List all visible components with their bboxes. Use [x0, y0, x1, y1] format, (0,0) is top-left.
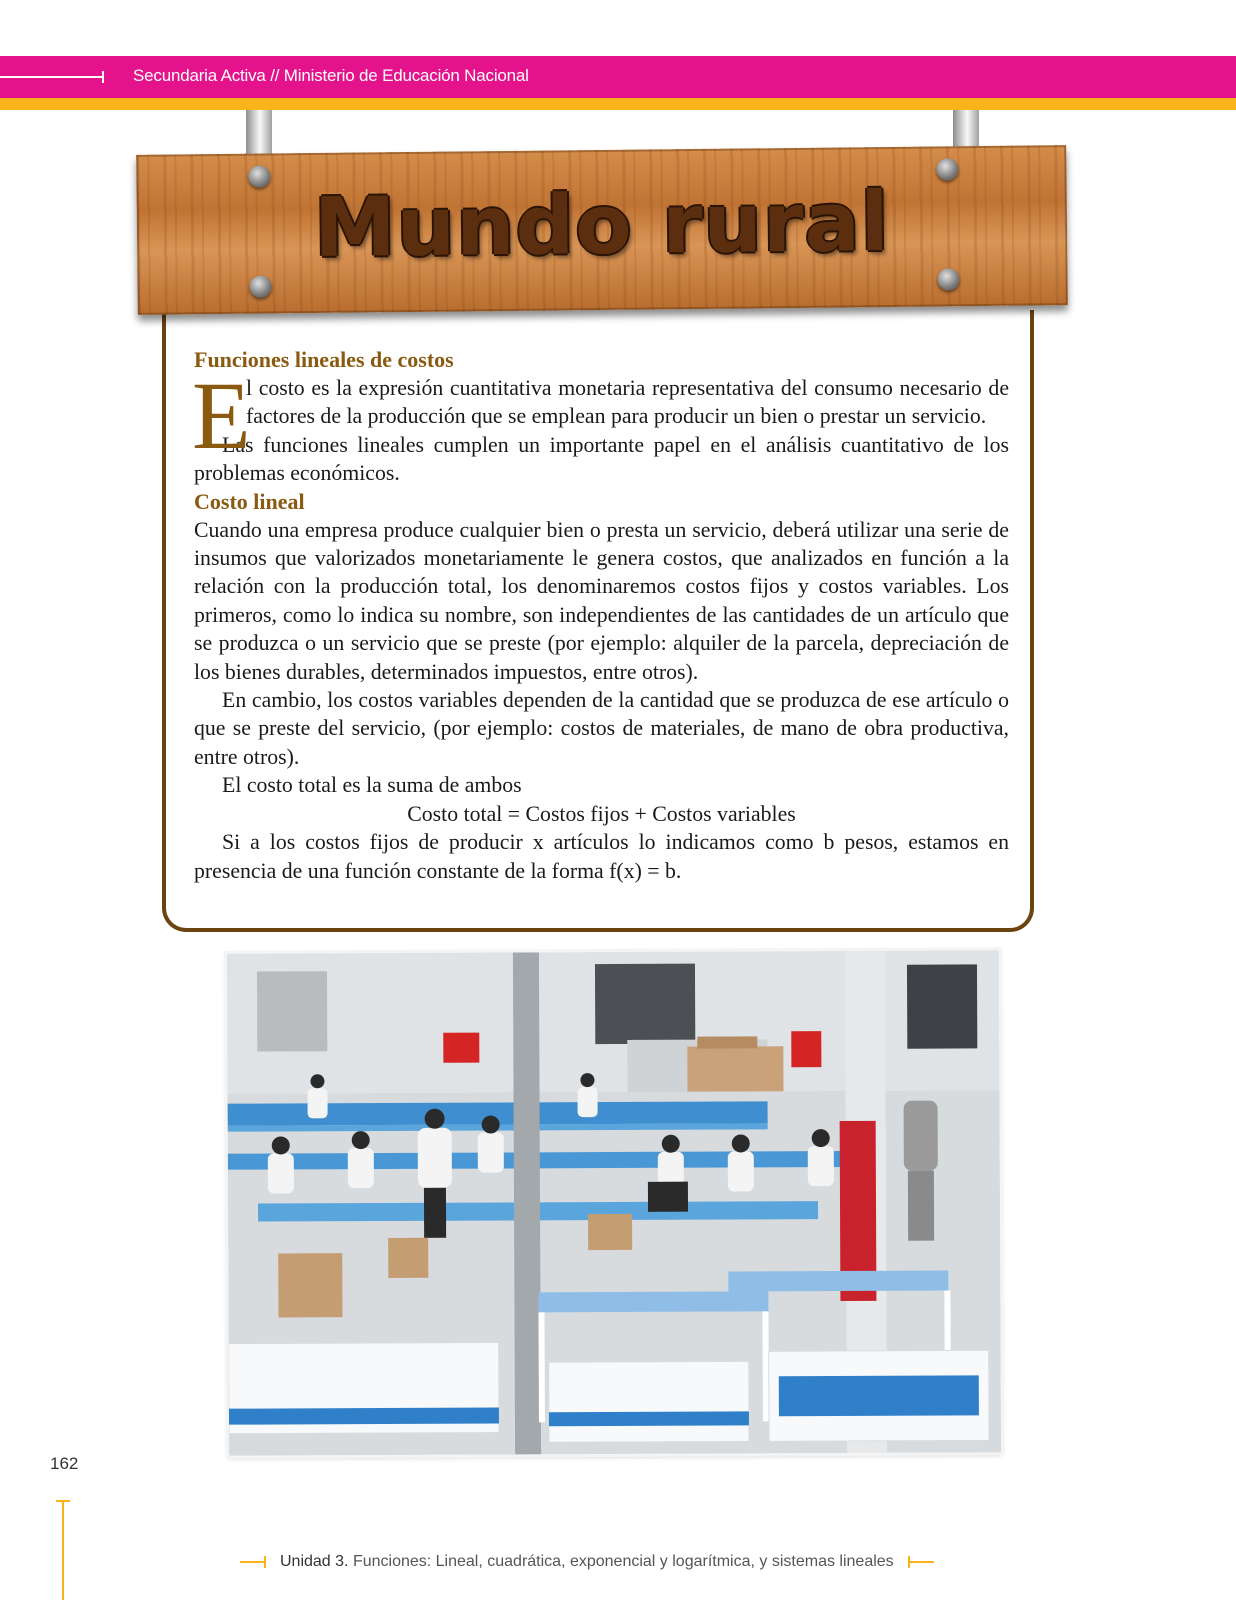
section-heading-costos: Funciones lineales de costos: [194, 347, 454, 372]
footer-rule-right: [908, 1561, 934, 1563]
footer-left-rule: [62, 1502, 64, 1600]
header-rule-tick: [102, 71, 104, 83]
footer-rule-left: [240, 1561, 266, 1563]
intro-text: l costo es la expresión cuantitativa monetaria representativa del consumo necesario de factores de la producción que se emplean para producir un bien o prestar un servicio.: [246, 376, 1009, 429]
page-number: 162: [50, 1454, 79, 1473]
sign-post-left: [246, 110, 272, 158]
header-title: Secundaria Activa // Ministerio de Educación Nacional: [133, 66, 529, 85]
header-rule: [0, 76, 102, 78]
factory-photo: [227, 950, 1001, 1455]
formula-costo-total: Costo total = Costos fijos + Costos variables: [407, 801, 796, 826]
paragraph-costo-lineal: Cuando una empresa produce cualquier bien o presta un servicio, deberá utilizar una serie de insumos que valorizados monetariamente le genera costos, que analizados en función a la relación con la producción total, los denominaremos costos fijos y costos variables. Los primeros, como lo indica su nombre, son independientes de las cantidades de un artículo que se produzca o un servicio que se preste (por ejemplo: alquiler de la parcela, depreciación de los bienes durables, determinados impuestos, entre otros).: [194, 517, 1009, 684]
header-bar: [0, 56, 1236, 98]
bolt-icon: [937, 268, 959, 290]
header-accent-stripe: [0, 98, 1236, 110]
bolt-icon: [249, 275, 271, 297]
content-panel: [162, 310, 1034, 932]
paragraph-costos-variables: En cambio, los costos variables dependen de la cantidad que se produzca de ese artículo o que se preste del servicio, (por ejemplo: costos de materiales, de mano de obra productiva, entre otros).: [194, 688, 1009, 769]
paragraph-funciones: Las funciones lineales cumplen un importante papel en el análisis cuantitativo de los problemas económicos.: [194, 432, 1009, 486]
paragraph-funcion-constante: Si a los costos fijos de producir x artículos lo indicamos como b pesos, estamos en presencia de una función constante de la forma f(x) = b.: [194, 830, 1009, 883]
content-text: [194, 346, 1009, 885]
paragraph-costo-total: El costo total es la suma de ambos: [222, 773, 522, 798]
footer-unit-caption: [240, 1553, 934, 1571]
sign-title: Mundo rural: [313, 174, 891, 277]
drop-cap: E: [192, 362, 251, 469]
section-heading-costo-lineal: Costo lineal: [194, 488, 305, 514]
unit-title: Funciones: Lineal, cuadrática, exponencial y logarítmica, y sistemas lineales: [348, 1553, 894, 1570]
wooden-sign: [136, 145, 1068, 315]
unit-label: Unidad 3.: [280, 1553, 349, 1570]
